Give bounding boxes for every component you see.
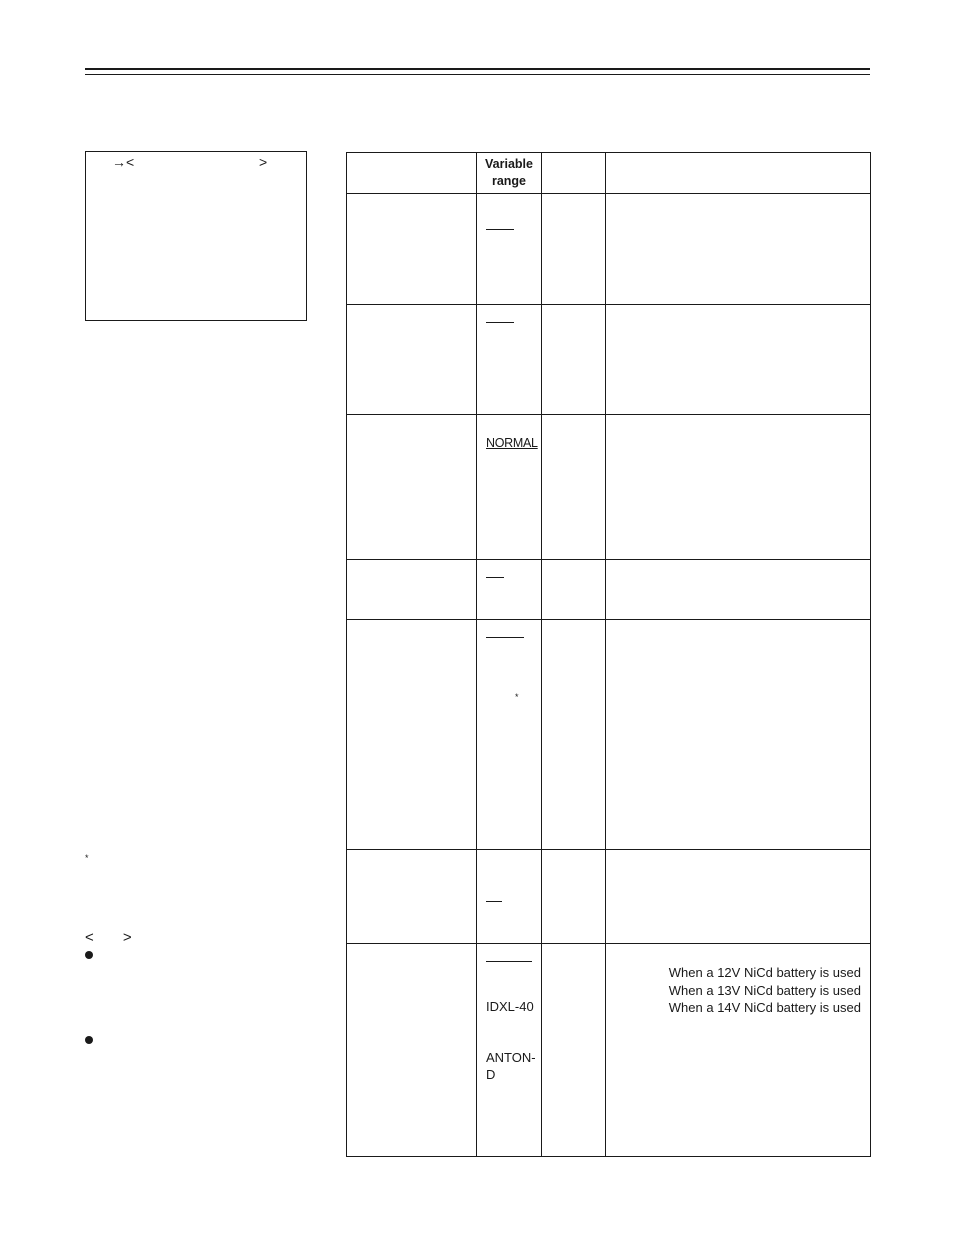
range-anton-option: ANTON- D <box>486 1050 536 1082</box>
mark-cell <box>542 415 606 560</box>
header-mark <box>542 153 606 194</box>
battery-desc-12v: When a 12V NiCd battery is used <box>668 965 861 980</box>
footnote-star: * <box>85 853 89 863</box>
table-row <box>347 850 871 944</box>
mark-cell <box>542 850 606 944</box>
table-row <box>347 560 871 620</box>
desc-cell <box>606 194 871 305</box>
desc-cell <box>606 305 871 415</box>
bullet-dot <box>85 951 93 959</box>
range-cell <box>477 305 542 415</box>
table-row <box>347 194 871 305</box>
range-cell <box>477 944 542 1157</box>
table-row <box>347 415 871 560</box>
screen-header-arrow: →< <box>112 154 135 170</box>
range-cell <box>477 850 542 944</box>
mark-cell <box>542 560 606 620</box>
range-cell <box>477 194 542 305</box>
default-underline <box>486 637 524 638</box>
table-row <box>347 305 871 415</box>
range-cell <box>477 620 542 850</box>
table-row <box>347 944 871 1157</box>
battery-desc-13v: When a 13V NiCd battery is used <box>668 982 861 998</box>
screen-header-close: > <box>259 154 268 170</box>
mark-cell <box>542 305 606 415</box>
header-description <box>606 153 871 194</box>
menu-screen-box <box>85 151 307 321</box>
desc-cell <box>606 415 871 560</box>
default-underline <box>486 577 504 578</box>
note-brackets: < > <box>85 929 132 946</box>
mark-cell <box>542 194 606 305</box>
settings-table <box>346 152 871 1157</box>
default-underline <box>486 229 514 230</box>
table-header-row <box>347 153 871 194</box>
range-cell <box>477 560 542 620</box>
range-normal-label: NORMAL <box>486 436 538 450</box>
battery-descriptions <box>669 964 861 1017</box>
item-cell <box>347 620 477 850</box>
item-cell <box>347 850 477 944</box>
item-cell <box>347 560 477 620</box>
item-cell <box>347 194 477 305</box>
item-cell <box>347 944 477 1157</box>
bullet-dot <box>85 1036 93 1044</box>
default-underline <box>486 961 532 962</box>
header-rule-thin <box>85 74 870 75</box>
default-underline <box>486 901 502 902</box>
range-footnote-star: * <box>515 692 519 702</box>
header-item <box>347 153 477 194</box>
table-row <box>347 620 871 850</box>
range-idxl-option: IDXL-40 <box>486 999 534 1014</box>
battery-desc-14v: When a 14V NiCd battery is used <box>668 1000 861 1015</box>
range-cell <box>477 415 542 560</box>
header-variable-range: Variable range <box>477 153 542 194</box>
item-cell <box>347 305 477 415</box>
header-rule-thick <box>85 68 870 70</box>
default-underline <box>486 322 514 323</box>
desc-cell <box>606 560 871 620</box>
desc-cell <box>606 620 871 850</box>
desc-cell <box>606 944 871 1157</box>
desc-cell <box>606 850 871 944</box>
mark-cell <box>542 944 606 1157</box>
mark-cell <box>542 620 606 850</box>
item-cell <box>347 415 477 560</box>
